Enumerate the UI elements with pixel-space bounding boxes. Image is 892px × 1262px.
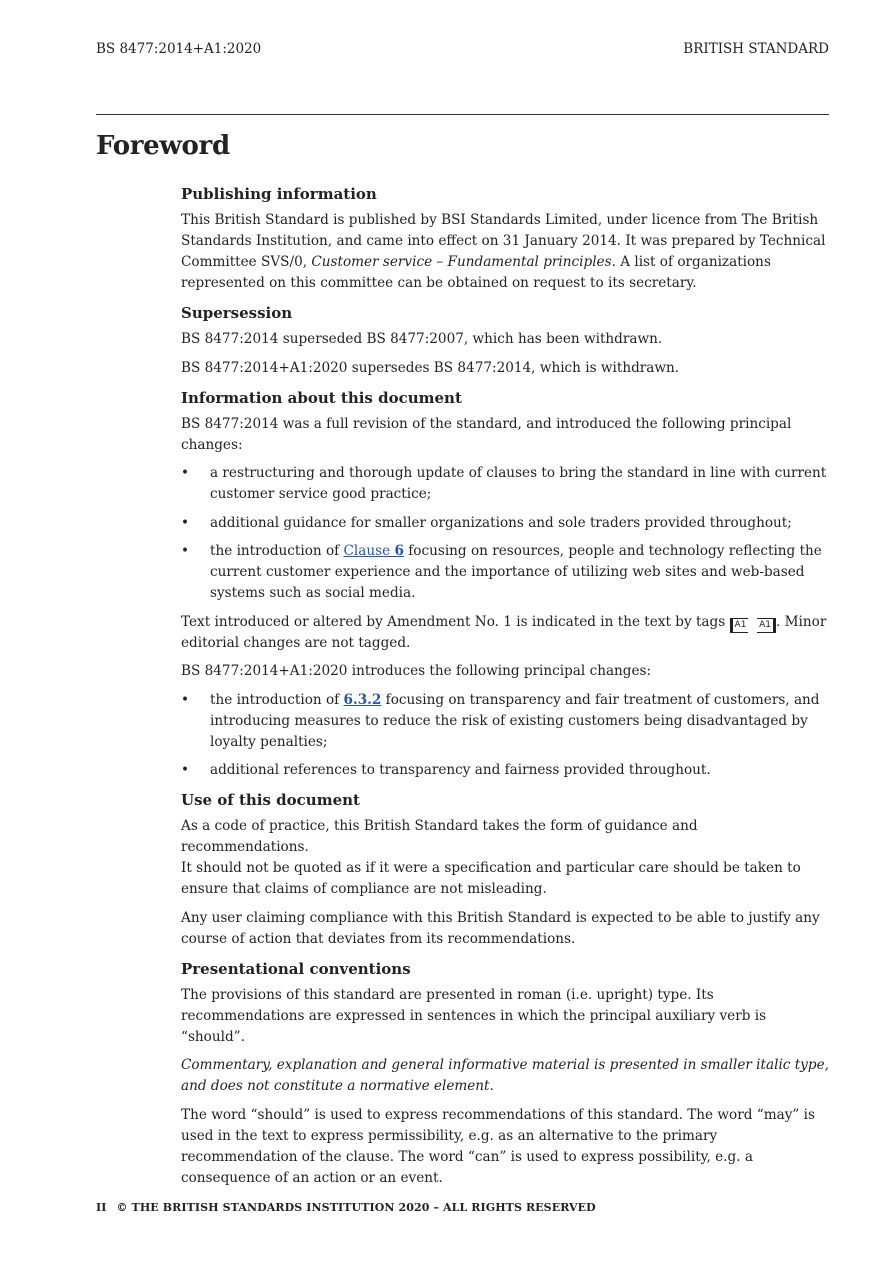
list-item bbox=[181, 541, 829, 604]
list-item-text: a restructuring and thorough update of clauses to bring the standard in line with current customer service good practice; bbox=[210, 465, 827, 502]
running-header-right: BRITISH STANDARD bbox=[683, 41, 829, 57]
publishing-paragraph bbox=[181, 210, 829, 294]
list-item bbox=[181, 513, 829, 534]
subclause-link-number: 6.3.2 bbox=[343, 691, 382, 708]
bullet-icon: • bbox=[181, 543, 190, 559]
commentary-text: Commentary, explanation and general informative material is presented in smaller italic type, and does not constitute a normative element. bbox=[181, 1057, 829, 1094]
changes-list-2020 bbox=[181, 690, 829, 782]
list-item-text: additional references to transparency and fairness provided throughout. bbox=[210, 762, 711, 778]
page-number: II bbox=[96, 1201, 107, 1214]
bullet-icon: • bbox=[181, 691, 190, 708]
subclause-6-3-2-link[interactable] bbox=[344, 692, 382, 708]
supersession-paragraph-1: BS 8477:2014 superseded BS 8477:2007, which has been withdrawn. bbox=[181, 331, 663, 347]
use-paragraph-1 bbox=[181, 816, 829, 900]
bullet-icon: • bbox=[181, 465, 190, 481]
amendment-open-tag-icon: A1 bbox=[730, 618, 749, 633]
conventions-commentary bbox=[181, 1055, 829, 1097]
supersession-paragraph-2: BS 8477:2014+A1:2020 supersedes BS 8477:2014, which is withdrawn. bbox=[181, 359, 680, 376]
list-item-text-post: focusing on transparency and fair treatment of customers, and introducing measures to reduce the risk of existing customers being disadvantaged by loyalty penalties; bbox=[210, 691, 820, 750]
list-item bbox=[181, 690, 829, 753]
use-paragraph-2: Any user claiming compliance with this British Standard is expected to be able to justify any course of action that deviates from its recommendations. bbox=[181, 909, 820, 947]
copyright-notice: © THE BRITISH STANDARDS INSTITUTION 2020 – ALL RIGHTS RESERVED bbox=[116, 1201, 596, 1214]
amendment-tags-text-post: . Minor editorial changes are not tagged. bbox=[181, 613, 827, 651]
amendment-close-tag-icon: A1 bbox=[757, 618, 776, 633]
foreword-body bbox=[181, 184, 829, 1196]
bullet-icon: • bbox=[181, 762, 190, 778]
running-header-left: BS 8477:2014+A1:2020 bbox=[96, 41, 262, 57]
bullet-icon: • bbox=[181, 514, 190, 531]
page-footer bbox=[96, 1201, 596, 1214]
information-heading: Information about this document bbox=[181, 388, 462, 407]
conventions-paragraph-1: The provisions of this standard are presented in roman (i.e. upright) type. Its recommendations are expressed in sentences in which the principal auxiliary verb is “should”. bbox=[181, 986, 767, 1045]
use-text-a: As a code of practice, this British Standard takes the form of guidance and recommendations. bbox=[181, 818, 698, 855]
supersession-heading: Supersession bbox=[181, 304, 293, 322]
publishing-text-a: This British Standard is published by BSI Standards Limited, under licence from The British Standards Institution, and came into effect on 31 January 2014. It was prepared by Technical Committee SVS/0, bbox=[181, 212, 826, 270]
use-text-b: It should not be quoted as if it were a specification and particular care should be taken to ensure that claims of compliance are not misleading. bbox=[181, 860, 801, 897]
information-intro-2: BS 8477:2014+A1:2020 introduces the following principal changes: bbox=[181, 663, 652, 679]
list-item-text-post: focusing on resources, people and technology reflecting the current customer experience and the importance of utilizing web sites and web-based systems such as social media. bbox=[210, 543, 822, 601]
list-item-text-pre: the introduction of bbox=[210, 543, 344, 559]
clause-link-word: Clause bbox=[343, 543, 395, 559]
header-rule bbox=[96, 114, 829, 115]
conventions-paragraph-3: The word “should” is used to express recommendations of this standard. The word “may” is used in the text to express permissibility, e.g. as an alternative to the primary recommendation of the clause. The word “can” is used to express possibility, e.g. a consequence of an action or an event. bbox=[181, 1106, 815, 1186]
amendment-tags-text-pre: Text introduced or altered by Amendment No. 1 is indicated in the text by tags bbox=[181, 613, 730, 630]
list-item-text: additional guidance for smaller organizations and sole traders provided throughout; bbox=[210, 514, 792, 531]
conventions-heading: Presentational conventions bbox=[181, 959, 411, 978]
page-title: Foreword bbox=[96, 131, 230, 161]
committee-title: Customer service – Fundamental principles bbox=[311, 254, 612, 270]
amendment-tags-paragraph bbox=[181, 612, 829, 654]
clause-link-number: 6 bbox=[394, 543, 404, 559]
changes-list-2014 bbox=[181, 463, 829, 604]
clause-6-link[interactable] bbox=[344, 543, 404, 559]
information-intro: BS 8477:2014 was a full revision of the standard, and introduced the following principal changes: bbox=[181, 415, 792, 453]
list-item bbox=[181, 760, 829, 781]
use-heading: Use of this document bbox=[181, 791, 360, 809]
publishing-heading: Publishing information bbox=[181, 185, 377, 203]
publishing-text-b: . A list of organizations represented on this committee can be obtained on request to its secretary. bbox=[181, 254, 771, 291]
list-item-text-pre: the introduction of bbox=[210, 691, 344, 708]
list-item bbox=[181, 463, 829, 505]
